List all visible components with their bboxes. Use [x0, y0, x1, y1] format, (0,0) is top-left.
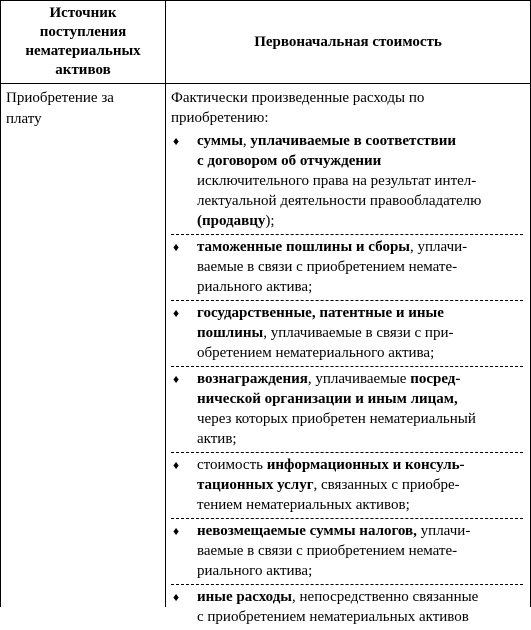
header-source-line: активов	[55, 62, 111, 78]
header-source-line: поступления	[39, 24, 127, 40]
cost-item-line	[197, 389, 523, 409]
cost-item	[171, 585, 523, 630]
diamond-bullet-icon: ♦	[173, 306, 180, 320]
text: , связанных с приобре-	[313, 477, 460, 493]
diamond-bullet-icon: ♦	[173, 134, 180, 148]
cost-item	[171, 235, 523, 301]
cost-item-line	[197, 521, 523, 541]
text: );	[265, 213, 275, 229]
bold-text: суммы	[197, 133, 243, 149]
text: , уплачиваемые в связи с при-	[263, 325, 454, 341]
text: риального актива;	[197, 563, 313, 579]
cost-item-line	[197, 343, 523, 363]
text: уплачи-	[416, 523, 471, 539]
cost-item-line	[197, 587, 523, 607]
cost-item-line	[197, 607, 523, 627]
header-divider	[1, 83, 530, 84]
source-line: плату	[6, 111, 42, 127]
bold-text: (продавцу	[197, 213, 266, 229]
text: стоимость	[197, 457, 267, 473]
bold-text: пошлины	[197, 325, 264, 341]
cost-item-line	[197, 131, 523, 151]
cost-item-line	[197, 191, 523, 211]
bold-text: нической организации и иным лицам,	[197, 391, 458, 407]
text: обретением нематериального актива;	[197, 345, 435, 361]
bold-text: вознаграждения	[197, 371, 308, 387]
cost-item-line	[197, 151, 523, 171]
text: ваемые в связи с приобретением немате-	[197, 543, 458, 559]
bold-text: информационных и консуль-	[266, 457, 465, 473]
diamond-bullet-icon: ♦	[173, 524, 180, 538]
text: ваемые в связи с приобретением немате-	[197, 259, 458, 275]
cost-item-line	[197, 171, 523, 191]
bold-text: иные расходы	[197, 589, 293, 605]
header-initial-cost	[166, 1, 530, 83]
bold-text: таможенные пошлины и сборы	[197, 239, 410, 255]
text: риального актива;	[197, 279, 313, 295]
bold-text: уплачиваемые в соответствии	[250, 133, 456, 149]
cost-item	[171, 519, 523, 585]
bold-text: государственные, патентные и иные	[197, 305, 444, 321]
bold-text: с договором об отчуждении	[197, 153, 382, 169]
text: , уплачи-	[410, 239, 468, 255]
text: , непосредственно связанные	[292, 589, 479, 605]
cost-item	[171, 367, 523, 453]
diamond-bullet-icon: ♦	[173, 590, 180, 604]
source-line: Приобретение за	[6, 90, 114, 106]
cost-item-line	[197, 303, 523, 323]
intro-line: Фактически произведенные расходы по	[171, 90, 425, 106]
text: , уплачиваемые	[307, 371, 411, 387]
cost-intro	[171, 88, 523, 128]
cost-item-line	[197, 237, 523, 257]
cost-item-line	[197, 323, 523, 343]
cost-item-line	[197, 211, 523, 231]
header-source-line: нематериальных	[25, 43, 141, 59]
header-source	[1, 1, 165, 83]
cost-item-line	[197, 369, 523, 389]
cost-item-line	[197, 257, 523, 277]
bold-text: тационных услуг	[197, 477, 314, 493]
source-cell	[6, 88, 161, 130]
cost-item	[171, 301, 523, 367]
column-divider	[165, 1, 166, 607]
cost-item	[171, 129, 523, 235]
text: тением нематериальных активов;	[197, 497, 410, 513]
header-initial-cost-label: Первоначальная стоимость	[254, 33, 442, 50]
cost-items-list	[171, 129, 523, 630]
diamond-bullet-icon: ♦	[173, 372, 180, 386]
bold-text: невозмещаемые суммы налогов,	[197, 523, 417, 539]
text: исключительного права на результат интел-	[197, 173, 477, 189]
text: лектуальной деятельности правообладателю	[197, 193, 482, 209]
cost-item-line	[197, 475, 523, 495]
text: ,	[242, 133, 251, 149]
cost-item-line	[197, 541, 523, 561]
text: с приобретением нематериальных активов	[197, 609, 469, 625]
cost-cell	[171, 88, 523, 630]
cost-item-line	[197, 429, 523, 449]
cost-item-line	[197, 495, 523, 515]
cost-item-line	[197, 277, 523, 297]
diamond-bullet-icon: ♦	[173, 458, 180, 472]
cost-item-line	[197, 455, 523, 475]
text: через которых приобретен нематериальный	[197, 411, 476, 427]
cost-item	[171, 453, 523, 519]
cost-item-line	[197, 561, 523, 581]
diamond-bullet-icon: ♦	[173, 240, 180, 254]
cost-item-line	[197, 409, 523, 429]
bold-text: посред-	[410, 371, 461, 387]
intro-line: приобретению:	[171, 110, 269, 126]
header-source-line: Источник	[49, 5, 117, 21]
text: актив;	[197, 431, 237, 447]
